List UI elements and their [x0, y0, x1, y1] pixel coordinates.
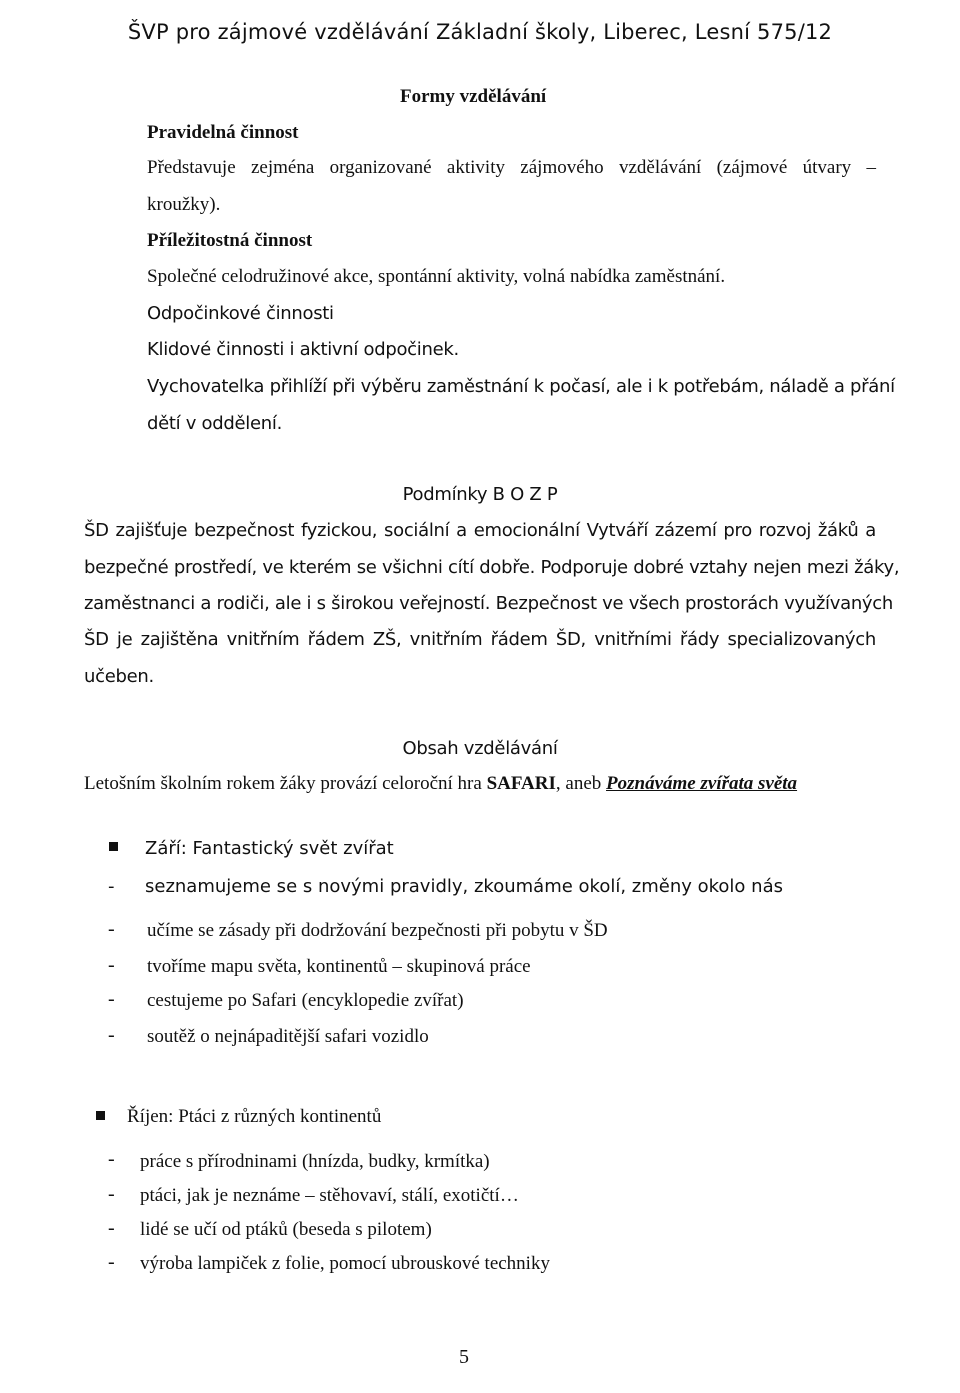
text-prilezitostna: Společné celodružinové akce, spontánní aktivity, volná nabídka zaměstnání. [147, 266, 726, 287]
intro-safari: SAFARI [486, 773, 556, 794]
dash-marker: - [108, 1024, 115, 1046]
list-item-zari: soutěž o nejnápaditější safari vozidlo [147, 1026, 429, 1047]
dash-marker: - [108, 876, 115, 897]
list-item-rijen: práce s přírodninami (hnízda, budky, krmítka) [140, 1151, 490, 1172]
heading-prilezitostna: Příležitostná činnost [147, 230, 313, 251]
section-title-formy: Formy vzdělávání [400, 86, 547, 107]
text-vychovatelka-line2: dětí v oddělení. [147, 413, 282, 434]
heading-pravidelna: Pravidelná činnost [147, 122, 299, 143]
list-item-rijen: lidé se učí od ptáků (beseda s pilotem) [140, 1219, 432, 1240]
dash-marker: - [108, 1217, 115, 1239]
list-item-zari: cestujeme po Safari (encyklopedie zvířat) [147, 990, 464, 1011]
intro-mid: , aneb [555, 773, 607, 794]
dash-marker: - [108, 1148, 115, 1170]
text-bozp-line1: ŠD zajišťuje bezpečnost fyzickou, sociální a emocionální Vytváří zázemí pro rozvoj žáků a [84, 520, 876, 541]
dash-marker: - [108, 954, 115, 976]
dash-marker: - [108, 918, 115, 940]
heading-rijen: Říjen: Ptáci z různých kontinentů [127, 1106, 382, 1127]
page-header: ŠVP pro zájmové vzdělávání Základní školy, Liberec, Lesní 575/12 [127, 20, 833, 44]
dash-marker: - [108, 988, 115, 1010]
section-title-bozp: Podmínky B O Z P [402, 484, 558, 505]
text-pravidelna-line2: kroužky). [147, 194, 221, 215]
text-obsah-intro [84, 773, 797, 795]
text-pravidelna-line1: Představuje zejména organizované aktivity zájmového vzdělávání (zájmové útvary – [147, 157, 876, 178]
dash-marker: - [108, 1251, 115, 1273]
heading-zari: Září: Fantastický svět zvířat [145, 838, 394, 859]
list-item-zari: seznamujeme se s novými pravidly, zkoumáme okolí, změny okolo nás [145, 876, 783, 897]
page-number: 5 [459, 1346, 469, 1368]
list-item-rijen: výroba lampiček z folie, pomocí ubrouskové techniky [140, 1253, 550, 1274]
square-bullet-icon [109, 842, 118, 851]
text-vychovatelka-line1: Vychovatelka přihlíží při výběru zaměstnání k počasí, ale i k potřebám, náladě a přání [147, 376, 895, 397]
list-item-rijen: ptáci, jak je neznáme – stěhovaví, stálí, exotičtí… [140, 1185, 519, 1206]
text-bozp-line3: zaměstnanci a rodiči, ale i s širokou veřejností. Bezpečnost ve všech prostorách využívaných [84, 593, 893, 614]
intro-prefix: Letošním školním rokem žáky provází celoroční hra [84, 773, 487, 794]
list-item-zari: tvoříme mapu světa, kontinentů – skupinová práce [147, 956, 531, 977]
square-bullet-icon [96, 1111, 105, 1120]
text-bozp-line2: bezpečné prostředí, ve kterém se všichni cítí dobře. Podporuje dobré vztahy nejen mezi žáky, [84, 557, 900, 578]
section-title-obsah: Obsah vzdělávání [402, 738, 558, 759]
dash-marker: - [108, 1183, 115, 1205]
text-bozp-line5: učeben. [84, 666, 154, 687]
text-bozp-line4: ŠD je zajištěna vnitřním řádem ZŠ, vnitřním řádem ŠD, vnitřními řády specializovaných [84, 629, 876, 650]
list-item-zari: učíme se zásady při dodržování bezpečnosti při pobytu v ŠD [147, 920, 608, 941]
intro-theme: Poznáváme zvířata světa [606, 773, 798, 794]
heading-odpocinkove: Odpočinkové činnosti [147, 303, 334, 324]
text-odpocinkove: Klidové činnosti i aktivní odpočinek. [147, 339, 459, 360]
